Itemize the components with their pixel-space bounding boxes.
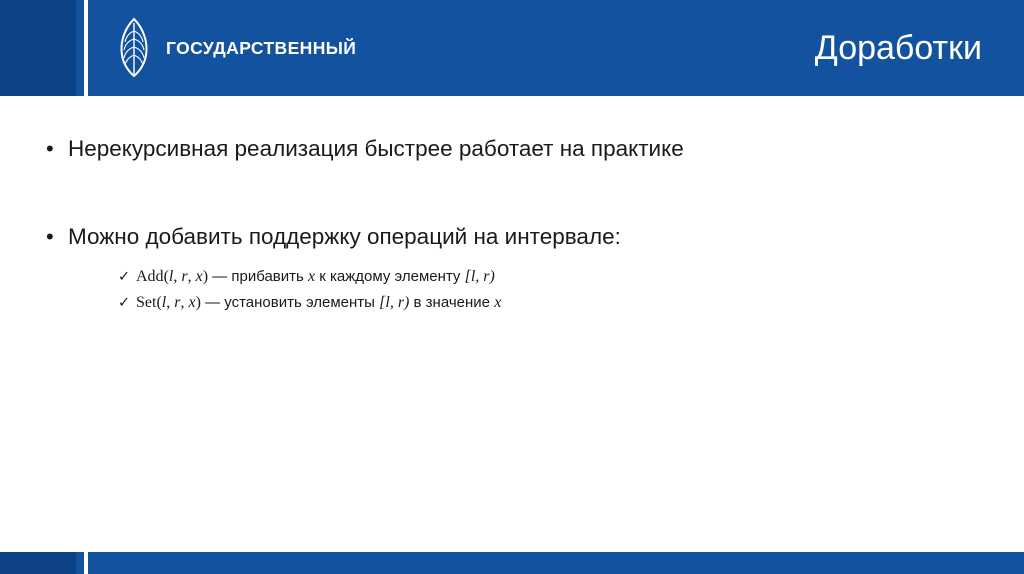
- arg-l: l: [168, 268, 174, 285]
- paren-close: ): [202, 268, 209, 285]
- bullet-text: Нерекурсивная реализация быстрее работает на практике: [68, 136, 684, 161]
- bullet-item: [46, 222, 621, 252]
- logo-line-3: УНИВЕРСИТЕТ: [166, 94, 301, 115]
- arg-x: x: [195, 268, 203, 285]
- em-dash: —: [200, 294, 225, 311]
- arg-r: r: [181, 268, 188, 285]
- header-divider: [84, 0, 88, 96]
- arg-x: x: [188, 294, 196, 311]
- bullet-marker-icon: •: [46, 224, 54, 249]
- slide-footer: [0, 552, 1024, 574]
- sub-list-item: [118, 266, 495, 288]
- bsu-logo: [112, 16, 357, 115]
- check-icon: ✓: [118, 295, 131, 311]
- operation-name: Set: [136, 294, 157, 311]
- description-part-a: прибавить: [231, 268, 308, 285]
- paren-close: ): [195, 294, 201, 311]
- sub-item-text: [136, 266, 495, 288]
- bullet-text: Можно добавить поддержку операций на интервале:: [68, 224, 621, 249]
- footer-divider: [84, 552, 88, 574]
- paren-open: (: [156, 294, 162, 311]
- header-accent-block: [0, 0, 76, 96]
- comma: ,: [173, 268, 182, 285]
- description-part-b: к каждому элементу: [315, 268, 465, 285]
- comma: ,: [187, 268, 196, 285]
- operation-name: Add: [136, 268, 164, 285]
- em-dash: —: [208, 268, 232, 285]
- slide-content: [0, 96, 1024, 526]
- check-icon: ✓: [118, 269, 131, 285]
- comma: ,: [180, 294, 189, 311]
- interval-notation: [l, r): [379, 294, 410, 311]
- arg-r: r: [174, 294, 181, 311]
- sub-item-text: [136, 292, 501, 314]
- inline-var-x: x: [308, 268, 316, 285]
- paren-open: (: [163, 268, 169, 285]
- logo-line-1: [166, 0, 356, 1]
- arg-l: l: [161, 294, 167, 311]
- bullet-item: [46, 134, 684, 164]
- comma: ,: [166, 294, 175, 311]
- bullet-marker-icon: •: [46, 136, 54, 161]
- inline-var-x: x: [494, 294, 502, 311]
- slide-header: [0, 0, 1024, 115]
- page-title: Доработки: [814, 29, 982, 67]
- sub-list-item: [118, 292, 501, 314]
- logo-line-2: ГОСУДАРСТВЕННЫЙ: [166, 37, 357, 58]
- interval-notation: [l, r): [464, 268, 495, 285]
- description-part-a: установить элементы: [224, 294, 380, 311]
- feather-emblem-icon: [112, 17, 156, 79]
- description-part-b: в значение: [409, 294, 495, 311]
- footer-accent-block: [0, 552, 76, 574]
